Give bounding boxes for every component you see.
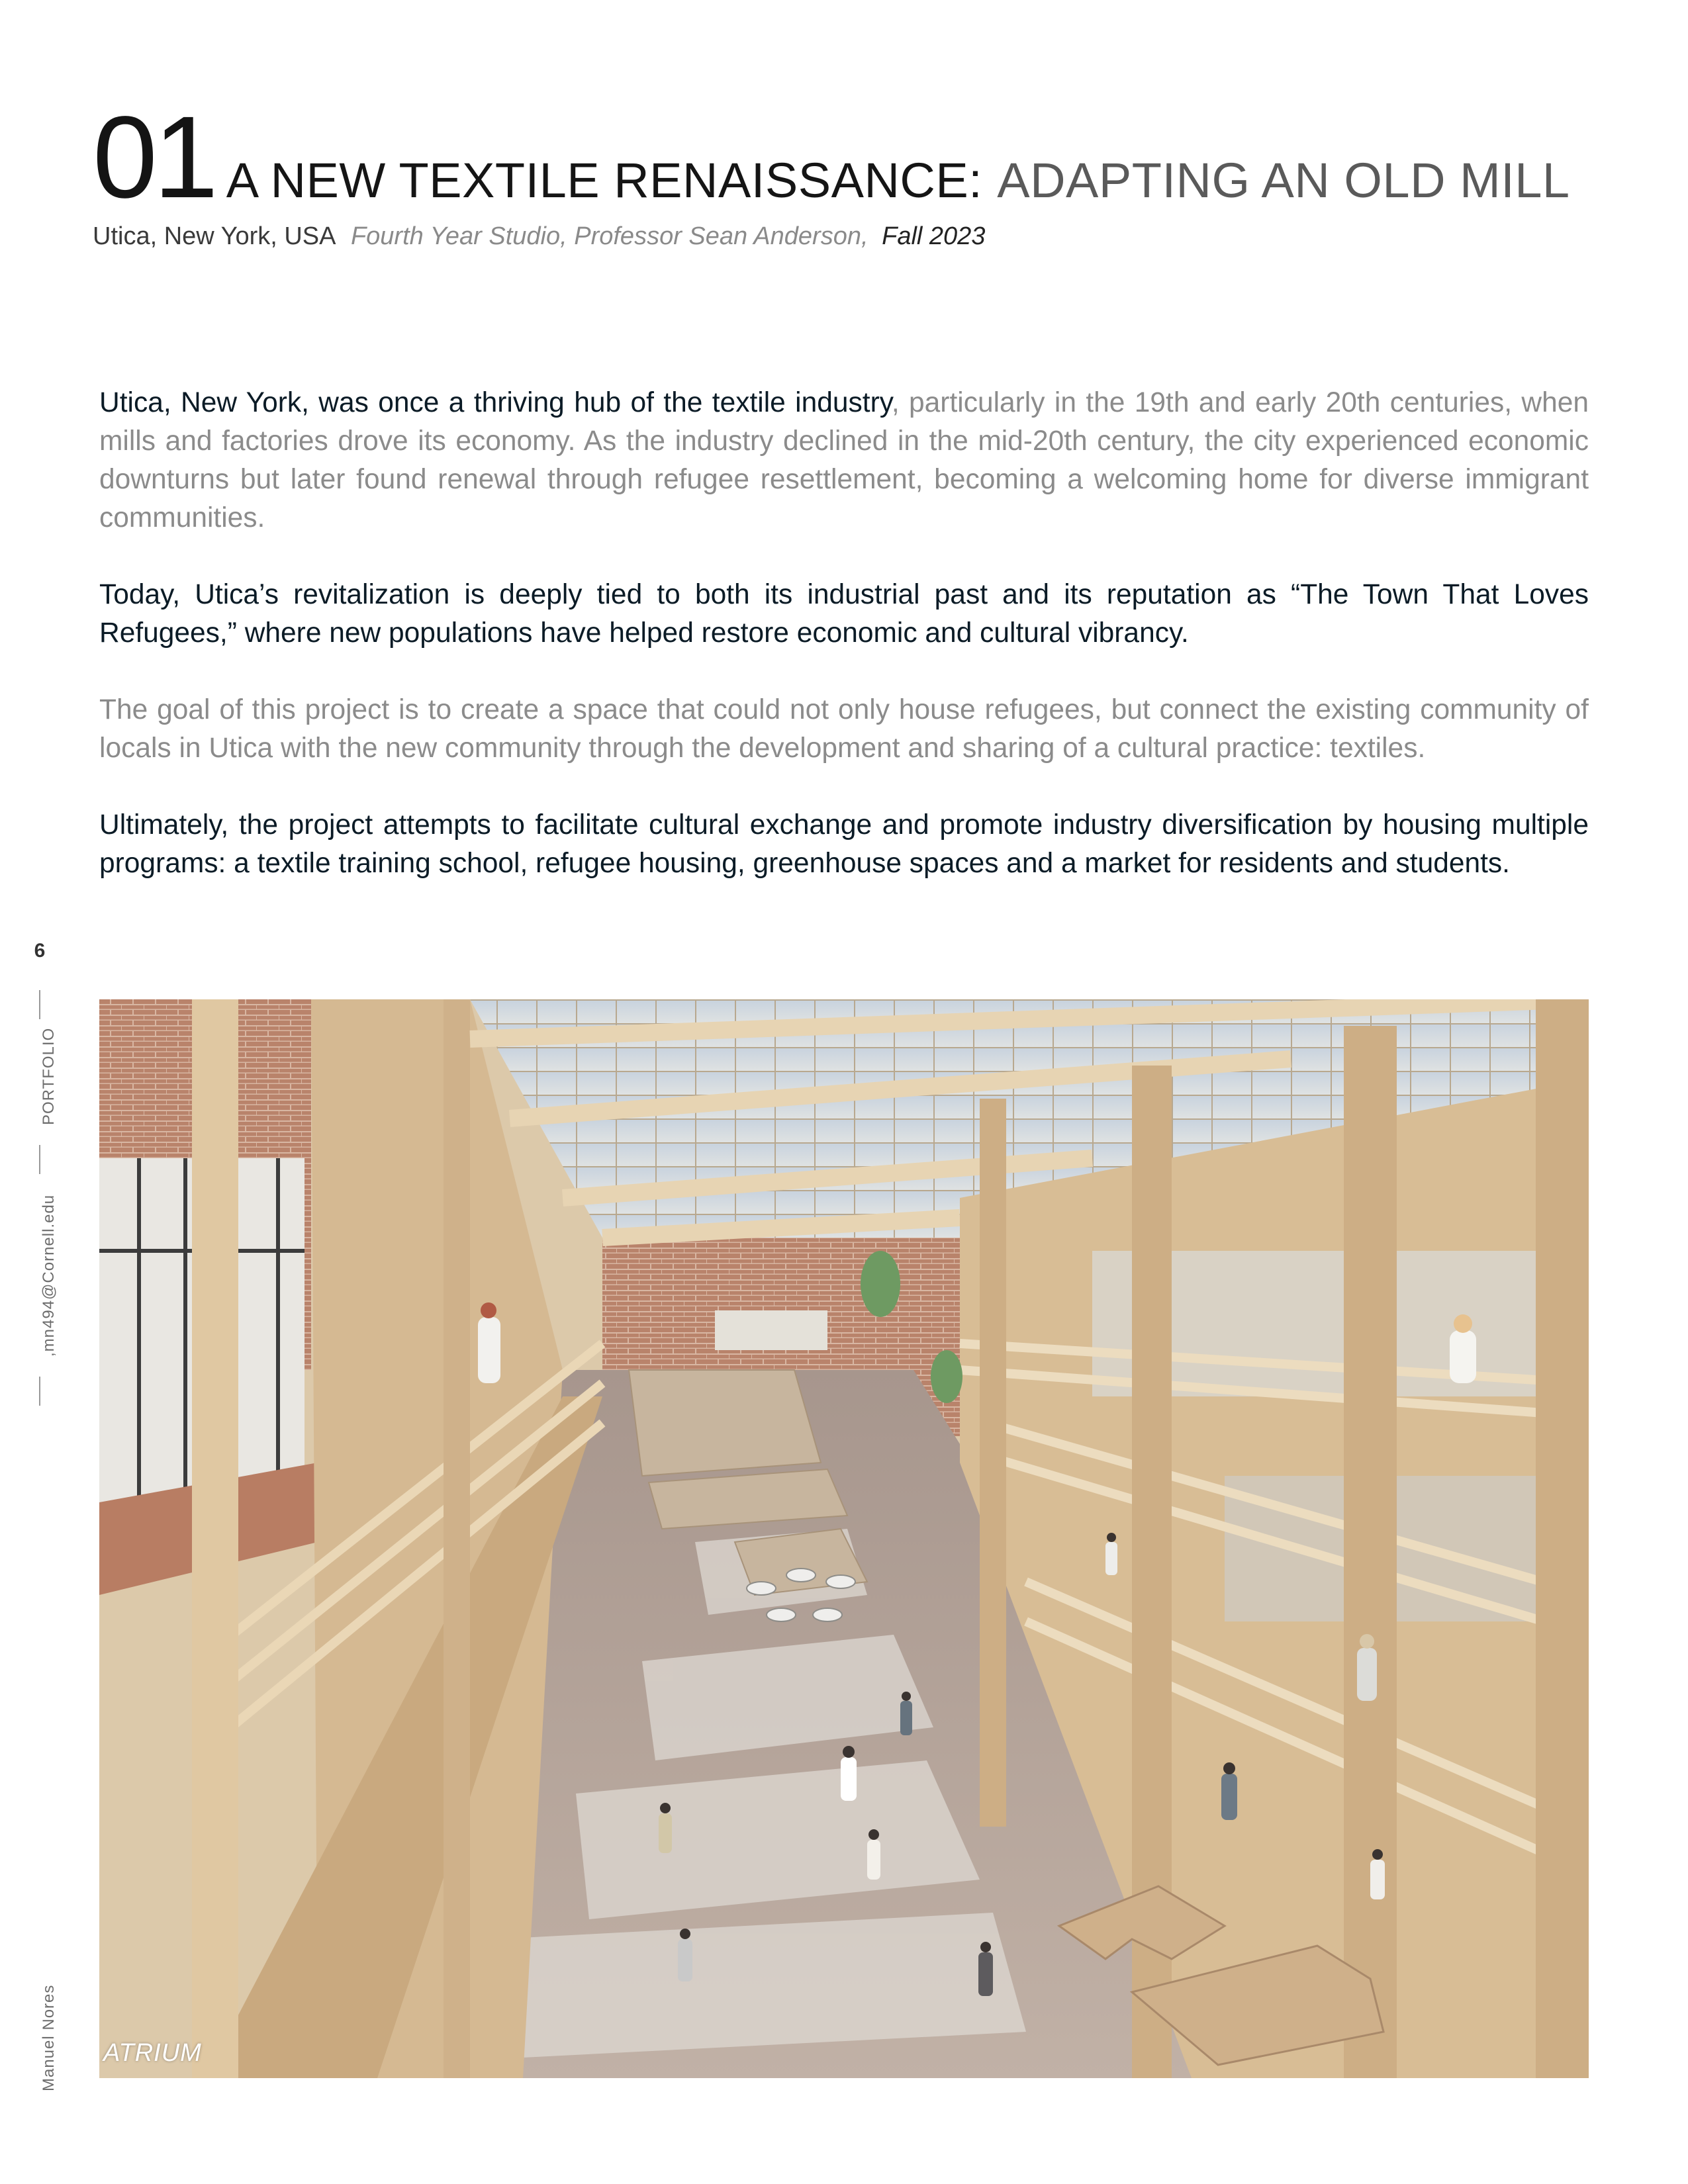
left-column [444, 999, 470, 2078]
sidebar [20, 927, 79, 2105]
middle-studio-glazing [1225, 1476, 1589, 1621]
project-title-light: ADAPTING AN OLD MILL [997, 153, 1570, 208]
sidebar-portfolio-label: PORTFOLIO [40, 1027, 58, 1125]
sidebar-divider [39, 990, 40, 1019]
project-number: 01 [93, 93, 214, 222]
page-header [93, 93, 1602, 251]
paragraph-1-lead: Utica, New York, was once a thriving hub of the textile industry [99, 387, 892, 418]
paragraph-1-rest: , particularly in the 19th and early 20th centuries, when mills and factories drove its economy. As the industry declined in the mid-20th century, the city experienced economic downturns but later found renewal through refugee resettlement, becoming a welcoming home for diverse immigrant communities. [99, 387, 1589, 533]
title-row [93, 93, 1602, 222]
far-window [715, 1310, 827, 1350]
project-studio: Fourth Year Studio, Professor Sean Anderson, [350, 222, 868, 250]
left-column [192, 999, 238, 2078]
paragraph-1 [99, 384, 1589, 537]
atrium-illustration [99, 999, 1589, 2078]
project-term: Fall 2023 [882, 222, 986, 250]
project-title-bold: A NEW TEXTILE RENAISSANCE: [226, 153, 983, 208]
project-location: Utica, New York, USA [93, 222, 335, 250]
sidebar-divider [39, 1145, 40, 1174]
project-subtitle [93, 222, 1602, 251]
atrium-rendering [99, 999, 1589, 2078]
page-number: 6 [34, 940, 46, 962]
paragraph-3: The goal of this project is to create a space that could not only house refugees, but connect the existing community of locals in Utica with the new community through the development and sharing of a cultural practice: textiles. [99, 694, 1589, 764]
paragraph-4: Ultimately, the project attempts to facilitate cultural exchange and promote industry diversification by housing multiple programs: a textile training school, refugee housing, greenhouse spaces and a market for residents and students. [99, 809, 1589, 879]
sidebar-email: ,mn494@Cornell.edu [40, 1194, 58, 1357]
sidebar-divider [39, 1377, 40, 1406]
project-description [99, 384, 1589, 921]
paragraph-2: Today, Utica’s revitalization is deeply tied to both its industrial past and its reputation as “The Town That Loves Refugees,” where new populations have helped restore economic and cultural vibrancy. [99, 579, 1589, 649]
sidebar-author: Manuel Nores [40, 1984, 58, 2091]
figure-caption: ATRIUM [103, 2039, 202, 2067]
